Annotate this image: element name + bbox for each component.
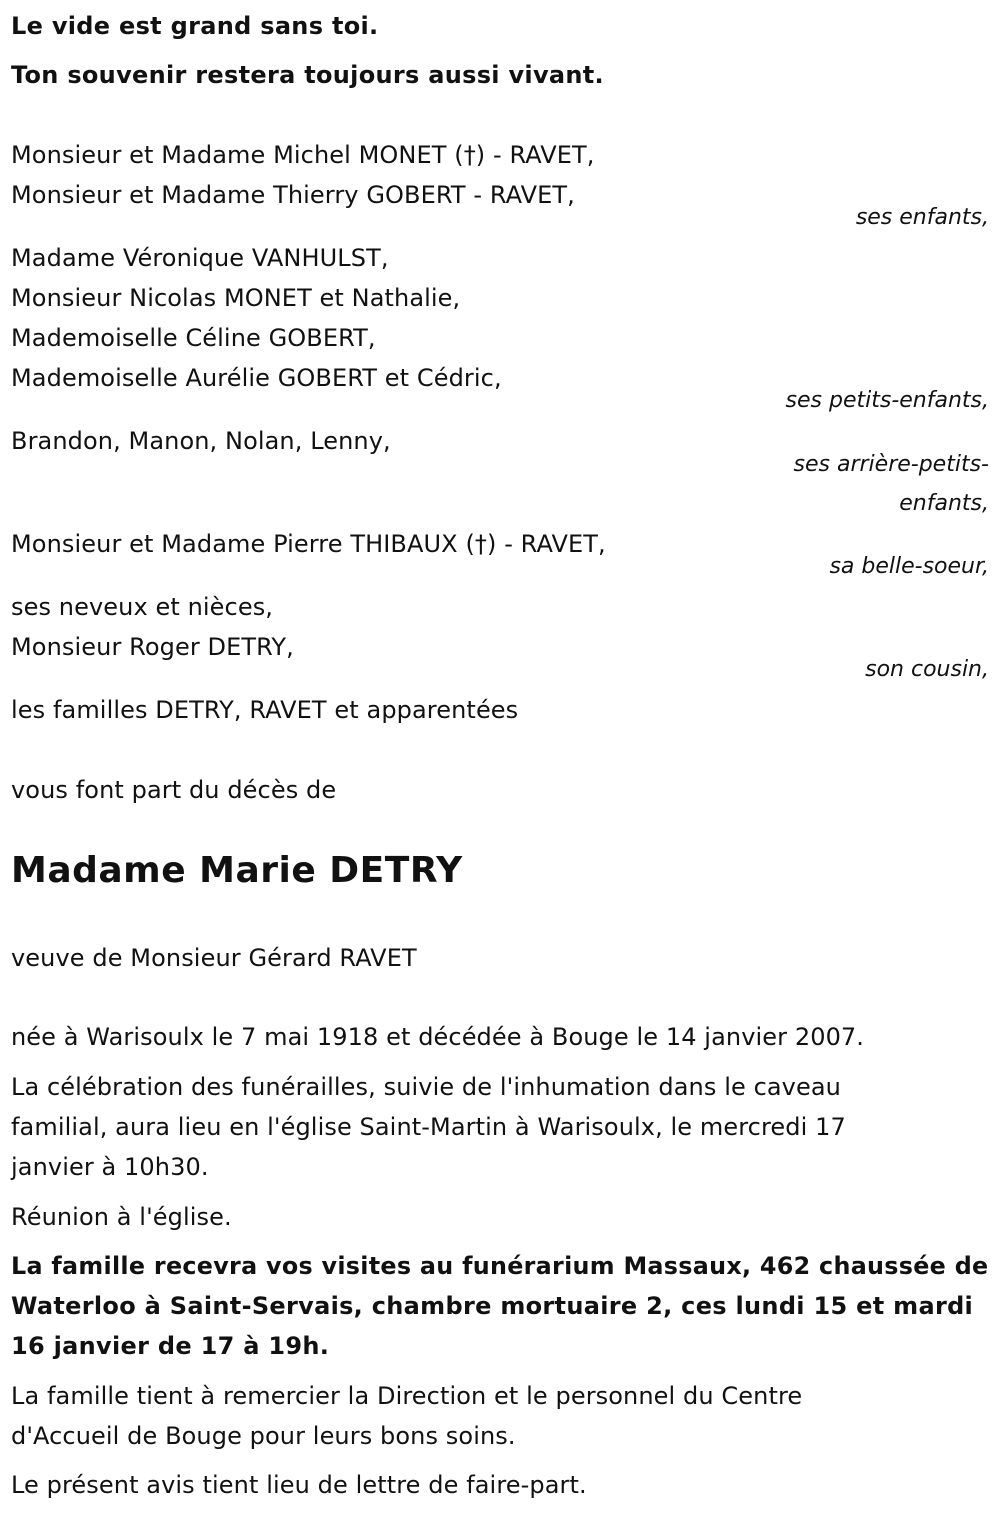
thanks-line-2: d'Accueil de Bouge pour leurs bons soins. — [11, 1422, 516, 1450]
birth-death-line: née à Warisoulx le 7 mai 1918 et décédée à Bouge le 14 janvier 2007. — [11, 1023, 865, 1051]
deceased-name: Madame Marie DETRY — [11, 850, 463, 891]
great-grandchildren-line: Brandon, Manon, Nolan, Lenny, — [11, 427, 391, 455]
great-grandchildren-role-line-2: enfants, — [899, 491, 989, 516]
grandchild-line-2: Monsieur Nicolas MONET et Nathalie, — [11, 284, 461, 312]
grandchild-line-3: Mademoiselle Céline GOBERT, — [11, 324, 376, 352]
cousin-line: Monsieur Roger DETRY, — [11, 633, 294, 661]
visits-line-1: La famille recevra vos visites au funérarium Massaux, 462 chaussée de — [11, 1252, 989, 1280]
ceremony-line-3: janvier à 10h30. — [11, 1153, 209, 1181]
widow-of-line: veuve de Monsieur Gérard RAVET — [11, 944, 417, 972]
ceremony-line-2: familial, aura lieu en l'église Saint-Martin à Warisoulx, le mercredi 17 — [11, 1113, 846, 1141]
grandchild-line-1: Madame Véronique VANHULST, — [11, 244, 389, 272]
opening-line-1: Le vide est grand sans toi. — [11, 12, 379, 40]
grandchild-line-4: Mademoiselle Aurélie GOBERT et Cédric, — [11, 364, 502, 392]
announcement-intro: vous font part du décès de — [11, 776, 337, 804]
sister-in-law-role: sa belle-soeur, — [829, 554, 989, 579]
children-role: ses enfants, — [855, 205, 989, 230]
visits-line-3: 16 janvier de 17 à 19h. — [11, 1332, 330, 1360]
closing-line: Le présent avis tient lieu de lettre de faire-part. — [11, 1471, 587, 1499]
nephews-line: ses neveux et nièces, — [11, 593, 274, 621]
opening-line-2: Ton souvenir restera toujours aussi vivant. — [11, 61, 604, 89]
great-grandchildren-role-line-1: ses arrière-petits- — [793, 452, 989, 477]
grandchildren-role: ses petits-enfants, — [785, 388, 989, 413]
children-line-2: Monsieur et Madame Thierry GOBERT - RAVET, — [11, 181, 575, 209]
families-line: les familles DETRY, RAVET et apparentées — [11, 696, 519, 724]
thanks-line-1: La famille tient à remercier la Direction et le personnel du Centre — [11, 1382, 803, 1410]
sister-in-law-line: Monsieur et Madame Pierre THIBAUX (†) - RAVET, — [11, 530, 606, 558]
ceremony-line-1: La célébration des funérailles, suivie de l'inhumation dans le caveau — [11, 1073, 841, 1101]
meeting-line: Réunion à l'église. — [11, 1203, 232, 1231]
children-line-1: Monsieur et Madame Michel MONET (†) - RAVET, — [11, 141, 595, 169]
visits-line-2: Waterloo à Saint-Servais, chambre mortuaire 2, ces lundi 15 et mardi — [11, 1292, 974, 1320]
cousin-role: son cousin, — [865, 657, 989, 682]
